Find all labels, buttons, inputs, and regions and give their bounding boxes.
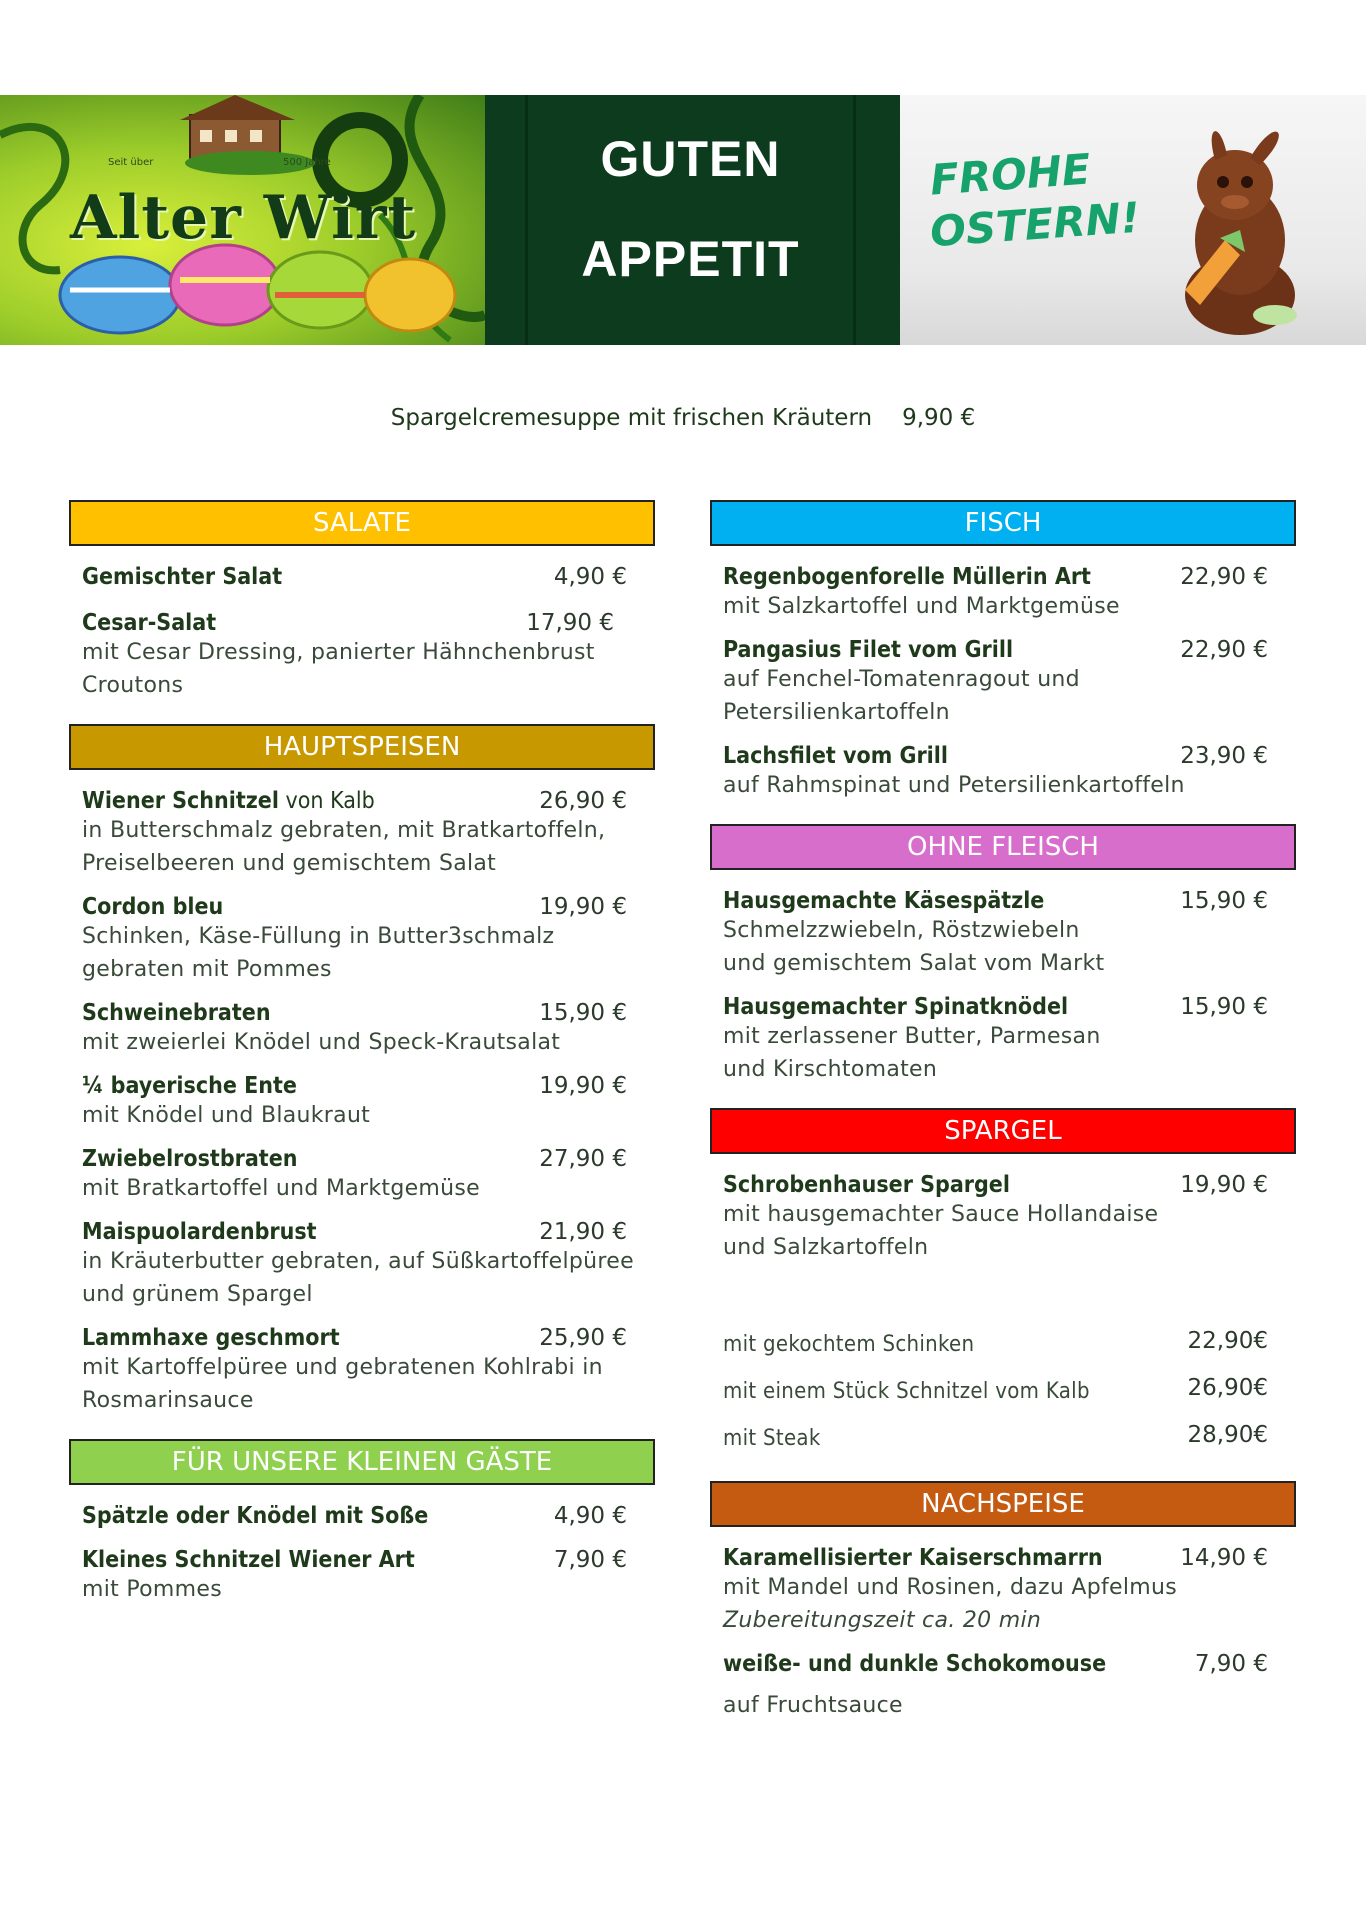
dish-description: auf Rahmspinat und Petersilienkartoffeln	[723, 773, 1185, 798]
dish-price: 27,90 €	[539, 1146, 627, 1172]
dish-price: 14,90 €	[1180, 1545, 1268, 1571]
dish-price: 4,90 €	[553, 564, 627, 590]
menu-item	[710, 888, 1296, 980]
dish-price: 4,90 €	[553, 1503, 627, 1529]
dish-price: 19,90 €	[539, 894, 627, 920]
dish-description: mit Mandel und Rosinen, dazu Apfelmus	[723, 1575, 1178, 1600]
dish-price: 15,90 €	[1180, 888, 1268, 914]
dish-price: 17,90 €	[526, 610, 614, 636]
menu-item	[69, 894, 655, 986]
dish-name: Zwiebelrostbraten	[82, 1146, 298, 1172]
dish-description: mit Knödel und Blaukraut	[82, 1103, 371, 1128]
dish-description: in Kräuterbutter gebraten, auf Süßkartoffelpüree	[82, 1249, 634, 1274]
dish-name: Maispuolardenbrust	[82, 1219, 317, 1245]
menu-item	[69, 1547, 655, 1606]
dish-name: Spätzle oder Knödel mit Soße	[82, 1503, 429, 1529]
restaurant-logo	[0, 95, 485, 345]
menu-item	[710, 743, 1296, 802]
dish-price: 19,90 €	[539, 1073, 627, 1099]
dish-description: mit Salzkartoffel und Marktgemüse	[723, 594, 1120, 619]
dish-description: Croutons	[82, 673, 184, 698]
spargel-option	[710, 1375, 1296, 1408]
easter-greeting-panel	[900, 95, 1366, 345]
option-price: 28,90€	[1187, 1422, 1268, 1448]
dish-name: Cordon bleu	[82, 894, 224, 920]
dish-description: Petersilienkartoffeln	[723, 700, 950, 725]
dish-description: in Butterschmalz gebraten, mit Bratkartoffeln,	[82, 818, 606, 843]
logo-tagline-right: 500 Jahre	[283, 157, 331, 168]
dish-price: 7,90 €	[553, 1547, 627, 1573]
dish-price: 19,90 €	[1180, 1172, 1268, 1198]
menu-column-right	[710, 500, 1296, 1722]
dish-price: 15,90 €	[539, 1000, 627, 1026]
header-banner	[0, 95, 1366, 345]
menu-item	[69, 1325, 655, 1417]
option-name: mit gekochtem Schinken	[723, 1332, 975, 1357]
dish-name: Wiener Schnitzel	[82, 788, 279, 814]
spargel-option	[710, 1328, 1296, 1361]
chocolate-bunny-icon	[1165, 120, 1315, 335]
dish-price: 26,90 €	[539, 788, 627, 814]
dish-price: 23,90 €	[1180, 743, 1268, 769]
dish-name: Schweinebraten	[82, 1000, 271, 1026]
section-header-spargel: SPARGEL	[710, 1108, 1296, 1154]
dish-price: 22,90 €	[1180, 637, 1268, 663]
dish-description: und grünem Spargel	[82, 1282, 313, 1307]
soup-price: 9,90 €	[902, 405, 976, 431]
dish-description: mit Pommes	[82, 1577, 222, 1602]
menu-item	[710, 994, 1296, 1086]
dish-description: mit Bratkartoffel und Marktgemüse	[82, 1176, 480, 1201]
option-name: mit Steak	[723, 1426, 821, 1451]
dish-name: Lammhaxe geschmort	[82, 1325, 340, 1351]
spargel-option	[710, 1422, 1296, 1455]
dish-description: mit zweierlei Knödel und Speck-Krautsalat	[82, 1030, 561, 1055]
dish-name: Kleines Schnitzel Wiener Art	[82, 1547, 415, 1573]
dish-name: Cesar-Salat	[82, 610, 217, 636]
soup-name: Spargelcremesuppe mit frischen Kräutern	[390, 405, 873, 431]
menu-item	[710, 1545, 1296, 1637]
dish-name: Hausgemachter Spinatknödel	[723, 994, 1069, 1020]
section-header-ohne-fleisch: OHNE FLEISCH	[710, 824, 1296, 870]
banner-title-line1: GUTEN	[600, 131, 781, 187]
dish-description: Preiselbeeren und gemischtem Salat	[82, 851, 497, 876]
menu-item	[69, 1503, 655, 1529]
logo-wordmark: Alter Wirt	[70, 183, 417, 253]
dish-name: Regenbogenforelle Müllerin Art	[723, 564, 1091, 590]
greeting-line2: OSTERN!	[928, 192, 1142, 257]
dish-price: 21,90 €	[539, 1219, 627, 1245]
dish-name: Pangasius Filet vom Grill	[723, 637, 1014, 663]
dish-description: gebraten mit Pommes	[82, 957, 332, 982]
section-header-kinder: FÜR UNSERE KLEINEN GÄSTE	[69, 1439, 655, 1485]
dish-description: auf Fruchtsauce	[723, 1693, 903, 1718]
banner-title-line2: APPETIT	[581, 231, 800, 287]
option-price: 26,90€	[1187, 1375, 1268, 1401]
menu-item	[69, 788, 655, 880]
section-header-nachspeise: NACHSPEISE	[710, 1481, 1296, 1527]
menu-item	[69, 610, 655, 702]
menu-item	[69, 564, 655, 590]
dish-description: Rosmarinsauce	[82, 1388, 254, 1413]
dish-description: mit Kartoffelpüree und gebratenen Kohlrabi in	[82, 1355, 603, 1380]
dish-name: Karamellisierter Kaiserschmarrn	[723, 1545, 1103, 1571]
section-header-fisch: FISCH	[710, 500, 1296, 546]
dish-description: mit Cesar Dressing, panierter Hähnchenbrust	[82, 640, 595, 665]
dish-description: mit hausgemachter Sauce Hollandaise	[723, 1202, 1159, 1227]
menu-item	[69, 1073, 655, 1132]
dish-name: Lachsfilet vom Grill	[723, 743, 948, 769]
dish-name: weiße- und dunkle Schokomouse	[723, 1651, 1107, 1677]
dish-description: mit zerlassener Butter, Parmesan	[723, 1024, 1101, 1049]
dish-name-suffix: von Kalb	[278, 788, 375, 814]
dish-price: 25,90 €	[539, 1325, 627, 1351]
option-price: 22,90€	[1187, 1328, 1268, 1354]
dish-price: 15,90 €	[1180, 994, 1268, 1020]
menu-column-left	[69, 500, 655, 1606]
menu-item	[710, 1651, 1296, 1722]
preparation-time-note: Zubereitungszeit ca. 20 min	[723, 1608, 1042, 1633]
dish-price: 7,90 €	[1194, 1651, 1268, 1677]
option-name: mit einem Stück Schnitzel vom Kalb	[723, 1379, 1090, 1404]
dish-name: Hausgemachte Käsespätzle	[723, 888, 1045, 914]
guten-appetit-panel	[485, 95, 900, 345]
section-header-salate: SALATE	[69, 500, 655, 546]
menu-item	[69, 1219, 655, 1311]
dish-description: auf Fenchel-Tomatenragout und	[723, 667, 1080, 692]
dish-price: 22,90 €	[1180, 564, 1268, 590]
logo-tagline-left: Seit über	[108, 157, 154, 168]
dish-description: Schinken, Käse-Füllung in Butter3schmalz	[82, 924, 555, 949]
menu-item	[69, 1000, 655, 1059]
dish-name: Schrobenhauser Spargel	[723, 1172, 1010, 1198]
menu-item	[710, 564, 1296, 623]
menu-item	[69, 1146, 655, 1205]
greeting-line1: FROHE	[928, 144, 1093, 205]
menu-item	[710, 637, 1296, 729]
dish-name: ¼ bayerische Ente	[82, 1073, 297, 1099]
dish-description: Schmelzzwiebeln, Röstzwiebeln	[723, 918, 1080, 943]
dish-description: und gemischtem Salat vom Markt	[723, 951, 1105, 976]
dish-description: und Kirschtomaten	[723, 1057, 938, 1082]
dish-name: Gemischter Salat	[82, 564, 283, 590]
dish-description: und Salzkartoffeln	[723, 1235, 929, 1260]
section-header-hauptspeisen: HAUPTSPEISEN	[69, 724, 655, 770]
soup-of-the-day	[0, 405, 1366, 431]
menu-item	[710, 1172, 1296, 1264]
